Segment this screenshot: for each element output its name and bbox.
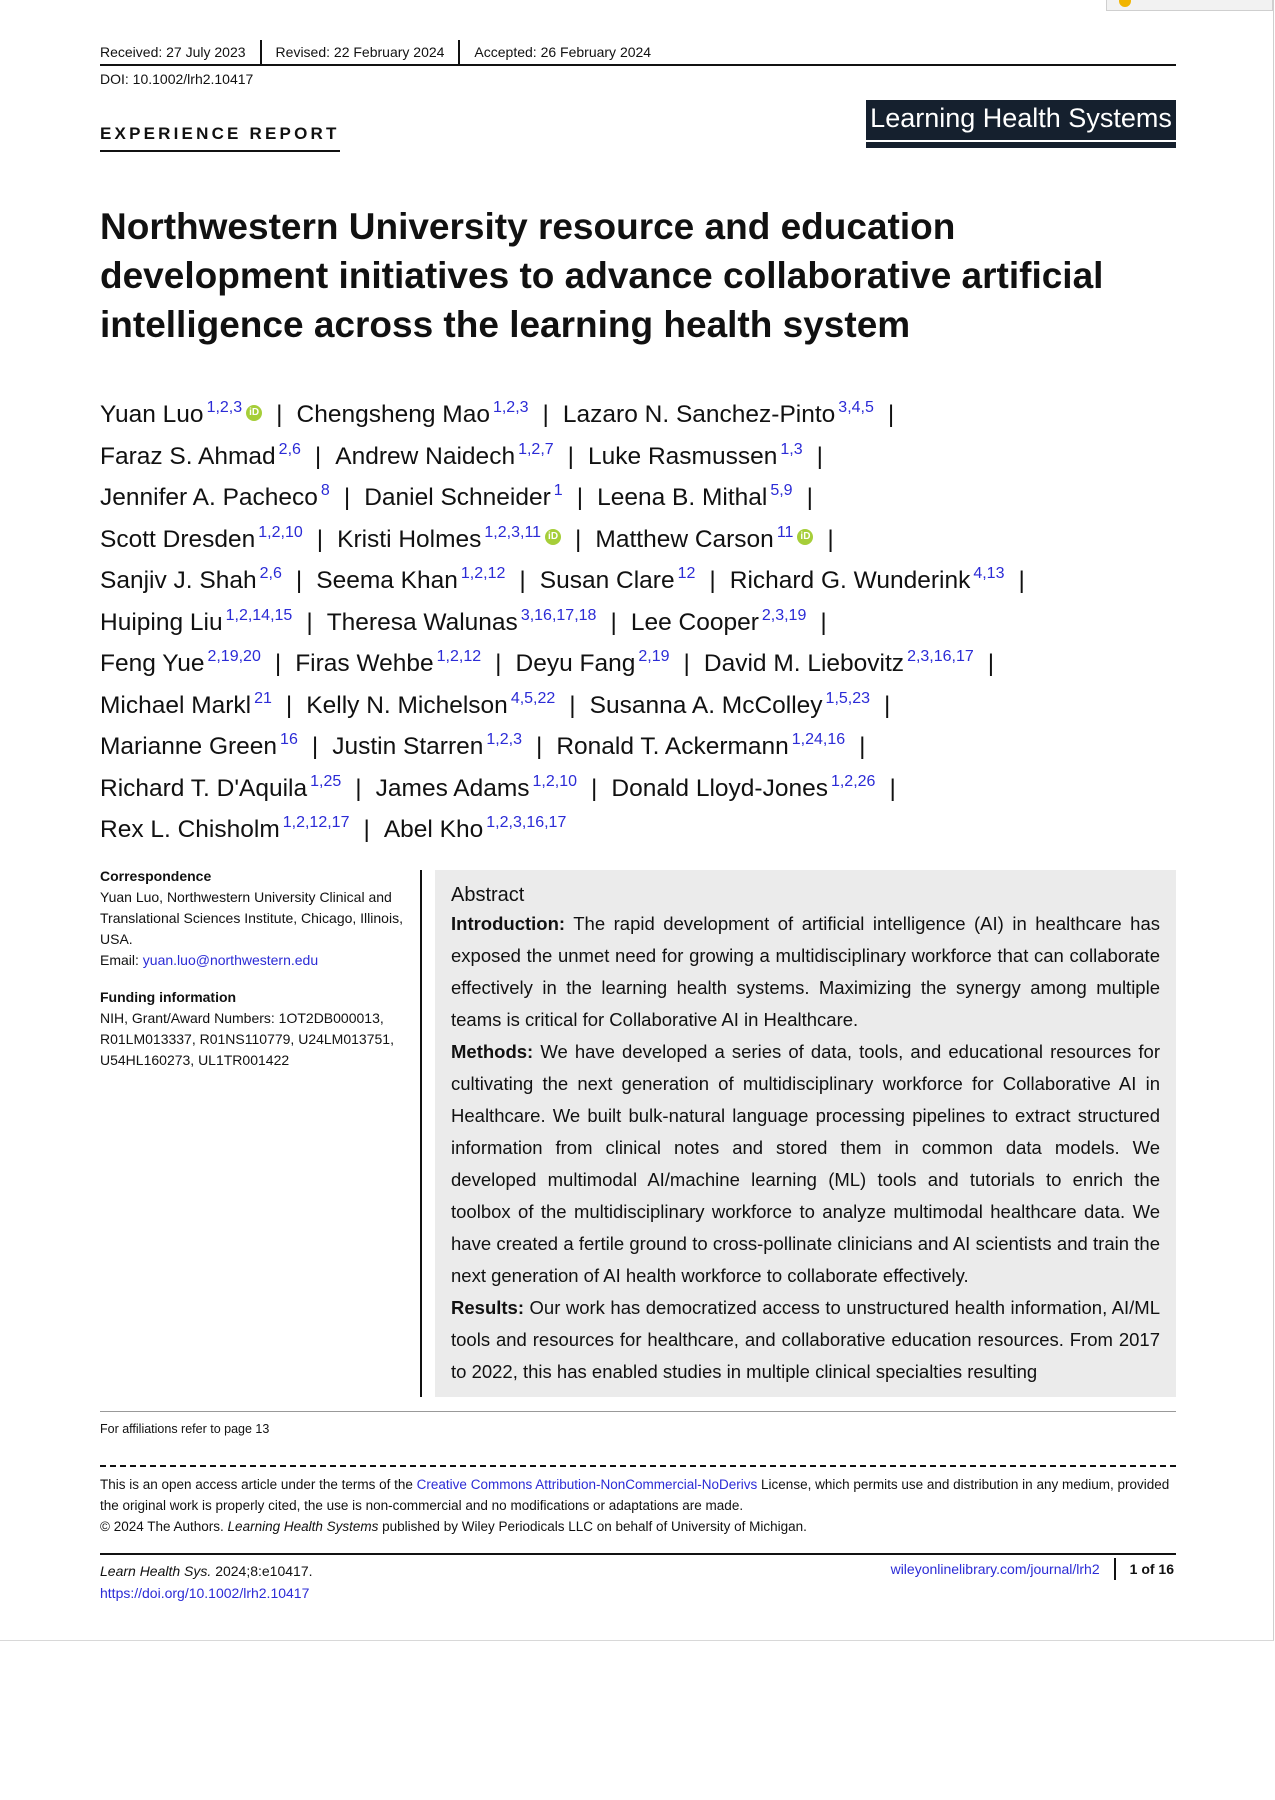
affiliation-sup[interactable]: 1,2,7	[518, 440, 554, 458]
methods-text: We have developed a series of data, tools, and educational resources for cultivating the next generation of multidisciplinary workforce for Collaborative AI in Healthcare. We built bulk-natural language processing pipelines to extract structured information from clinical notes and stored them in common data models. We developed multimodal AI/machine learning (ML) tools and tutorials to enrich the toolbox of the multidisciplinary workforce to analyze multimodal healthcare data. We have created a fertile ground to cross-pollinate clinicians and AI scientists and train the next generation of AI health workforce to collaborate effectively.	[451, 1041, 1160, 1286]
citation-rest: 2024;8:e10417.	[215, 1563, 313, 1579]
citation-line	[100, 1560, 313, 1582]
affiliation-sup[interactable]: 8	[320, 482, 330, 499]
affiliation-sup[interactable]: 1,3	[780, 440, 803, 458]
author-name[interactable]: Huiping Liu	[100, 608, 223, 636]
affiliation-sup[interactable]: 3,4,5	[838, 399, 874, 416]
author-line	[100, 396, 1190, 438]
author-name[interactable]: Justin Starren	[332, 733, 484, 760]
correspondence-heading: Correspondence	[100, 868, 212, 884]
author-line	[100, 770, 1190, 812]
author-line	[100, 521, 1190, 563]
author-separator: |	[567, 442, 575, 470]
affiliation-sup[interactable]: 1,2,3	[486, 731, 522, 748]
author-separator: |	[575, 525, 582, 553]
author-name[interactable]: Andrew Naidech	[335, 442, 516, 470]
author-name[interactable]: Theresa Walunas	[326, 608, 518, 636]
author-name[interactable]: Faraz S. Ahmad	[100, 442, 276, 470]
author-separator: |	[816, 442, 823, 470]
author-separator: |	[285, 691, 293, 719]
affiliation-sup[interactable]: 1,2,3	[492, 399, 529, 416]
page-number: 1 of 16	[1129, 1561, 1174, 1577]
affiliation-sup[interactable]: 1,2,3,11	[484, 523, 542, 541]
author-line	[100, 604, 1190, 646]
affiliation-sup[interactable]: 1,25	[310, 772, 342, 790]
affiliation-sup[interactable]: 1,2,3,16,17	[486, 814, 567, 831]
author-name[interactable]: Feng Yue	[100, 650, 205, 677]
copyright-post: published by Wiley Periodicals LLC on behalf of University of Michigan.	[382, 1519, 807, 1534]
author-list	[100, 396, 1190, 853]
author-name[interactable]: David M. Liebovitz	[703, 650, 905, 677]
license-notice	[100, 1474, 1176, 1537]
footer-right	[891, 1558, 1174, 1580]
affiliation-sup[interactable]: 1,2,14,15	[225, 606, 293, 624]
author-separator: |	[495, 650, 502, 677]
author-name[interactable]: Rex L. Chisholm	[100, 816, 280, 843]
author-line	[100, 562, 1190, 604]
article-type: EXPERIENCE REPORT	[100, 124, 340, 152]
results-text: Our work has democratized access to unstructured health information, AI/ML tools and resources for healthcare, and collaborative education resources. From 2017 to 2022, this has enabled studies in multiple clinical specialties resulting	[451, 1297, 1161, 1382]
footer-citation	[100, 1560, 313, 1604]
affiliation-sup[interactable]: 1,2,12,17	[282, 814, 350, 831]
affiliation-sup[interactable]: 11	[776, 523, 794, 541]
author-separator: |	[683, 650, 690, 677]
author-line	[100, 687, 1190, 729]
toolbar-widget[interactable]	[1106, 0, 1273, 11]
license-link[interactable]: Creative Commons Attribution-NonCommercial-NoDerivs	[416, 1477, 758, 1492]
author-separator: |	[519, 567, 526, 594]
author-separator: |	[363, 816, 370, 843]
author-separator: |	[591, 774, 598, 802]
journal-url-link[interactable]: wileyonlinelibrary.com/journal/lrh2	[890, 1561, 1100, 1577]
article-dates	[100, 40, 1176, 64]
author-name[interactable]: Susan Clare	[539, 567, 675, 594]
intro-label: Introduction:	[451, 913, 566, 934]
license-post: License, which permits use and distribution in any medium, provided the original work is properly cited, the use is non-commercial and no modifications or adaptations are made.	[100, 1477, 1170, 1513]
correspondence-block	[100, 866, 410, 971]
affiliation-sup[interactable]: 3,16,17,18	[520, 606, 597, 624]
affiliation-sup[interactable]: 1,2,12	[436, 648, 482, 665]
affiliation-sup[interactable]: 4,13	[973, 565, 1005, 582]
affiliation-sup[interactable]: 1,5,23	[825, 689, 871, 707]
sidebar-info	[100, 866, 410, 1087]
affiliation-sup[interactable]: 1,2,3	[206, 399, 243, 416]
author-name[interactable]: Abel Kho	[383, 816, 484, 843]
received-date: Received: 27 July 2023	[100, 44, 246, 60]
logo-underline	[866, 140, 1176, 142]
author-name[interactable]: James Adams	[375, 774, 530, 802]
author-separator: |	[827, 525, 834, 553]
author-separator: |	[343, 484, 351, 511]
doi: DOI: 10.1002/lrh2.10417	[100, 71, 254, 87]
author-name[interactable]: Jennifer A. Pacheco	[100, 484, 318, 511]
author-separator: |	[610, 608, 617, 636]
affiliation-sup[interactable]: 1	[553, 482, 563, 499]
affiliation-sup[interactable]: 2,3,16,17	[907, 648, 974, 665]
divider	[458, 40, 460, 64]
author-separator: |	[306, 608, 313, 636]
divider	[260, 40, 262, 64]
author-line	[100, 479, 1190, 521]
author-separator: |	[295, 567, 303, 594]
author-separator: |	[542, 401, 549, 428]
orcid-icon[interactable]: iD	[246, 405, 262, 421]
author-name[interactable]: Lee Cooper	[630, 608, 759, 636]
abstract-heading: Abstract	[451, 884, 525, 906]
journal-logo-text: Learning Health Systems	[870, 103, 1172, 133]
results-label: Results:	[451, 1297, 524, 1318]
author-separator: |	[1018, 567, 1025, 594]
author-line	[100, 811, 1190, 853]
correspondence-text: Yuan Luo, Northwestern University Clinical and Translational Sciences Institute, Chicago, Illinois, USA.	[100, 889, 403, 947]
affiliation-sup[interactable]: 1,2,12	[460, 565, 506, 582]
affiliation-sup[interactable]: 16	[280, 731, 298, 748]
author-separator: |	[806, 484, 813, 511]
affiliation-sup[interactable]: 4,5,22	[510, 689, 556, 707]
author-name[interactable]: Richard G. Wunderink	[729, 567, 971, 594]
author-name[interactable]: Kristi Holmes	[337, 525, 482, 553]
email-label: Email:	[100, 952, 139, 968]
affiliation-sup[interactable]: 1,2,10	[532, 772, 578, 790]
footer-rule	[100, 1553, 1176, 1555]
author-separator: |	[576, 484, 584, 511]
author-separator: |	[276, 401, 283, 428]
revised-date: Revised: 22 February 2024	[275, 44, 445, 60]
author-name[interactable]: Seema Khan	[316, 567, 458, 594]
author-line	[100, 438, 1190, 480]
author-name[interactable]: Donald Lloyd-Jones	[611, 774, 828, 802]
abstract-results	[451, 1292, 1160, 1388]
author-separator: |	[889, 774, 896, 802]
methods-label: Methods:	[451, 1041, 534, 1062]
orcid-icon[interactable]: iD	[545, 529, 561, 545]
article-title: Northwestern University resource and education development initiatives to advance collaborative artificial intelligence across the learning health system	[100, 206, 1104, 345]
author-separator: |	[355, 774, 362, 802]
accepted-date: Accepted: 26 February 2024	[474, 44, 652, 60]
license-pre: This is an open access article under the terms of the	[100, 1477, 413, 1492]
author-separator: |	[316, 525, 324, 553]
author-name[interactable]: Yuan Luo	[100, 401, 204, 428]
author-separator: |	[859, 733, 866, 760]
abstract-box	[435, 870, 1176, 1397]
funding-block	[100, 987, 410, 1071]
author-name[interactable]: Sanjiv J. Shah	[100, 567, 257, 594]
author-name[interactable]: Susanna A. McColley	[589, 691, 823, 719]
author-name[interactable]: Richard T. D'Aquila	[100, 774, 308, 802]
author-name[interactable]: Luke Rasmussen	[588, 442, 778, 470]
intro-text: The rapid development of artificial intelligence (AI) in healthcare has exposed the unmet need for growing a multidisciplinary workforce that can collaborate effectively in the learning health systems. Maximizing the synergy among multiple teams is critical for Collaborative AI in Healthcare.	[451, 913, 1160, 1030]
author-name[interactable]: Kelly N. Michelson	[306, 691, 508, 719]
author-name[interactable]: Deyu Fang	[515, 650, 636, 677]
copyright-pre: © 2024 The Authors.	[100, 1519, 224, 1534]
affiliation-sup[interactable]: 2,3,19	[761, 606, 807, 624]
affiliation-sup[interactable]: 5,9	[770, 482, 793, 499]
author-separator: |	[887, 401, 895, 428]
orcid-icon[interactable]: iD	[797, 529, 813, 545]
author-separator: |	[274, 650, 282, 677]
affiliation-sup[interactable]: 1,24,16	[791, 731, 846, 748]
affiliation-sup[interactable]: 2,6	[278, 440, 301, 458]
author-separator: |	[314, 442, 322, 470]
author-name[interactable]: Marianne Green	[100, 733, 278, 760]
author-separator: |	[569, 691, 576, 719]
affiliation-sup[interactable]: 1,2,26	[830, 772, 876, 790]
author-name[interactable]: Leena B. Mithal	[597, 484, 768, 511]
affiliation-sup[interactable]: 2,19,20	[207, 648, 261, 665]
funding-text: NIH, Grant/Award Numbers: 1OT2DB000013, R01LM013337, R01NS110779, U24LM013751, U54HL160273, UL1TR001422	[100, 1010, 394, 1068]
affiliation-sup[interactable]: 12	[677, 565, 696, 582]
author-separator: |	[709, 567, 716, 594]
author-line	[100, 728, 1190, 770]
author-separator: |	[987, 650, 995, 677]
abstract-methods	[451, 1036, 1160, 1292]
divider	[100, 1411, 1176, 1412]
affiliation-sup[interactable]: 2,19	[638, 648, 670, 665]
affiliation-sup[interactable]: 2,6	[259, 565, 282, 582]
author-separator: |	[820, 608, 827, 636]
article-history-header	[100, 40, 1176, 87]
author-line	[100, 645, 1190, 687]
author-separator: |	[535, 733, 543, 760]
header-rule	[100, 64, 1176, 66]
citation-journal: Learn Health Sys.	[100, 1563, 212, 1579]
abstract-rule	[420, 870, 422, 1397]
dashed-divider	[100, 1465, 1176, 1467]
affiliation-sup[interactable]: 21	[254, 689, 272, 707]
author-name[interactable]: Matthew Carson	[595, 525, 774, 553]
affiliations-note: For affiliations refer to page 13	[100, 1422, 270, 1436]
doi-link[interactable]: https://doi.org/10.1002/lrh2.10417	[100, 1585, 310, 1601]
copyright-journal: Learning Health Systems	[227, 1519, 379, 1534]
author-name[interactable]: Chengsheng Mao	[296, 401, 490, 428]
author-separator: |	[311, 733, 319, 760]
author-name[interactable]: Lazaro N. Sanchez-Pinto	[562, 401, 836, 428]
status-dot-icon	[1119, 0, 1131, 7]
author-name[interactable]: Firas Wehbe	[295, 650, 434, 677]
email-link[interactable]: yuan.luo@northwestern.edu	[142, 952, 319, 968]
author-name[interactable]: Ronald T. Ackermann	[556, 733, 789, 760]
funding-heading: Funding information	[100, 989, 237, 1005]
email-line	[100, 950, 410, 971]
author-name[interactable]: Daniel Schneider	[364, 484, 551, 511]
abstract-introduction	[451, 908, 1160, 1036]
author-name[interactable]: Michael Markl	[100, 691, 252, 719]
journal-logo	[866, 100, 1176, 148]
author-name[interactable]: Scott Dresden	[100, 525, 256, 553]
divider	[1114, 1558, 1116, 1580]
affiliation-sup[interactable]: 1,2,10	[258, 523, 303, 541]
author-separator: |	[884, 691, 891, 719]
